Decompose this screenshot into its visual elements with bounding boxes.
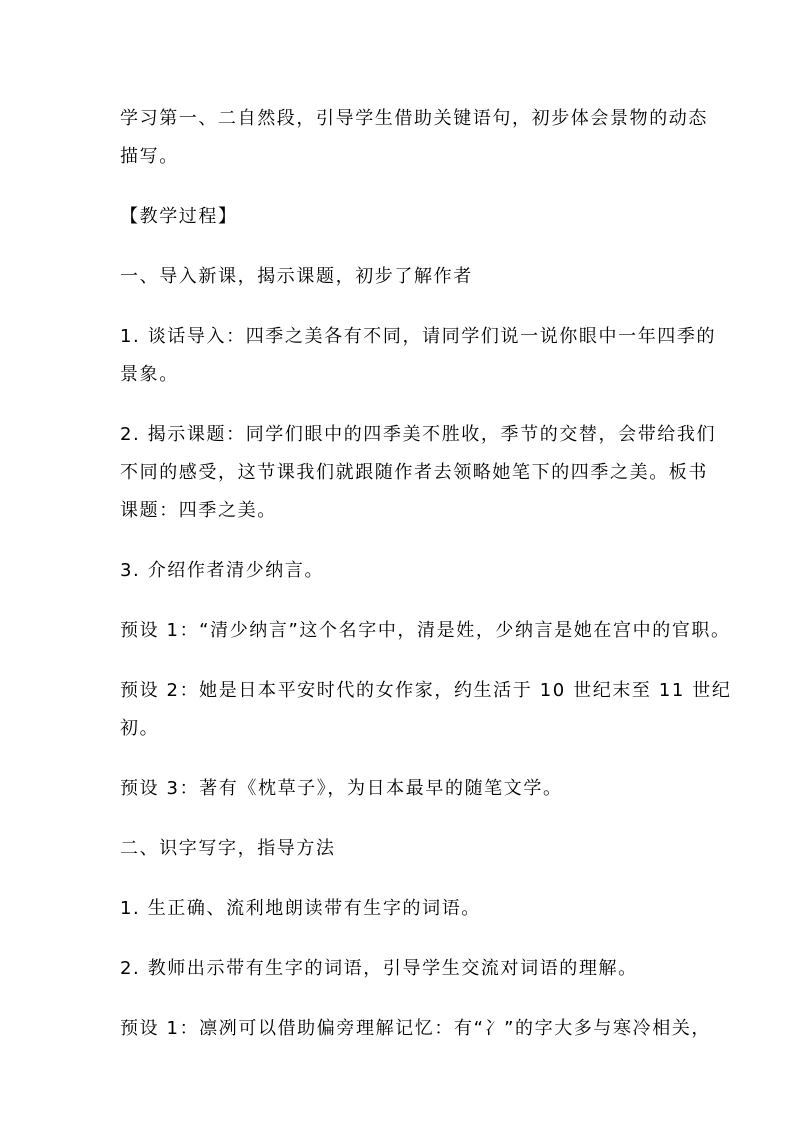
paragraph-goal [120,100,708,176]
section-heading-process [120,198,680,236]
text-line: 3. 介绍作者清少纳言。 [120,560,325,581]
paragraph-preset-3 [120,770,680,808]
section-heading-literacy [120,830,680,868]
text-line: 学习第一、二自然段，引导学生借助关键语句，初步体会景物的动态 [120,108,708,129]
text-line: 课题：四季之美。 [120,500,277,521]
text-line: 初。 [120,718,160,739]
text-line: 1. 谈话导入：四季之美各有不同，请同学们说一说你眼中一年四季的 [120,326,717,347]
document-body [120,100,732,1048]
text-line: 景象。 [120,364,179,385]
paragraph-step-2 [120,416,717,530]
text-line: 【教学过程】 [120,206,238,227]
text-line: 不同的感受，这节课我们就跟随作者去领略她笔下的四季之美。板书 [120,462,708,483]
text-line: 一、导入新课，揭示课题，初步了解作者 [120,266,473,287]
text-line: 二、识字写字，指导方法 [120,838,336,859]
text-line: 预设 2：她是日本平安时代的女作家，约生活于 10 世纪末至 11 世纪 [120,680,732,701]
text-line: 预设 3：著有《枕草子》，为日本最早的随笔文学。 [120,778,563,799]
section-heading-intro [120,258,680,296]
paragraph-literacy-2 [120,950,680,988]
paragraph-preset-1 [120,612,731,650]
paragraph-step-3 [120,552,680,590]
text-line: 1. 生正确、流利地朗读带有生字的词语。 [120,898,481,919]
text-line: 预设 1：凛冽可以借助偏旁理解记忆：有“冫”的字大多与寒冷相关， [120,1018,712,1039]
text-line: 2. 教师出示带有生字的词语，引导学生交流对词语的理解。 [120,958,638,979]
paragraph-literacy-1 [120,890,680,928]
paragraph-step-1 [120,318,717,394]
text-line: 2. 揭示课题：同学们眼中的四季美不胜收，季节的交替，会带给我们 [120,424,717,445]
paragraph-preset-2 [120,672,732,748]
text-line: 描写。 [120,146,179,167]
paragraph-literacy-preset-1 [120,1010,712,1048]
text-line: 预设 1：“清少纳言”这个名字中，清是姓，少纳言是她在宫中的官职。 [120,620,731,641]
